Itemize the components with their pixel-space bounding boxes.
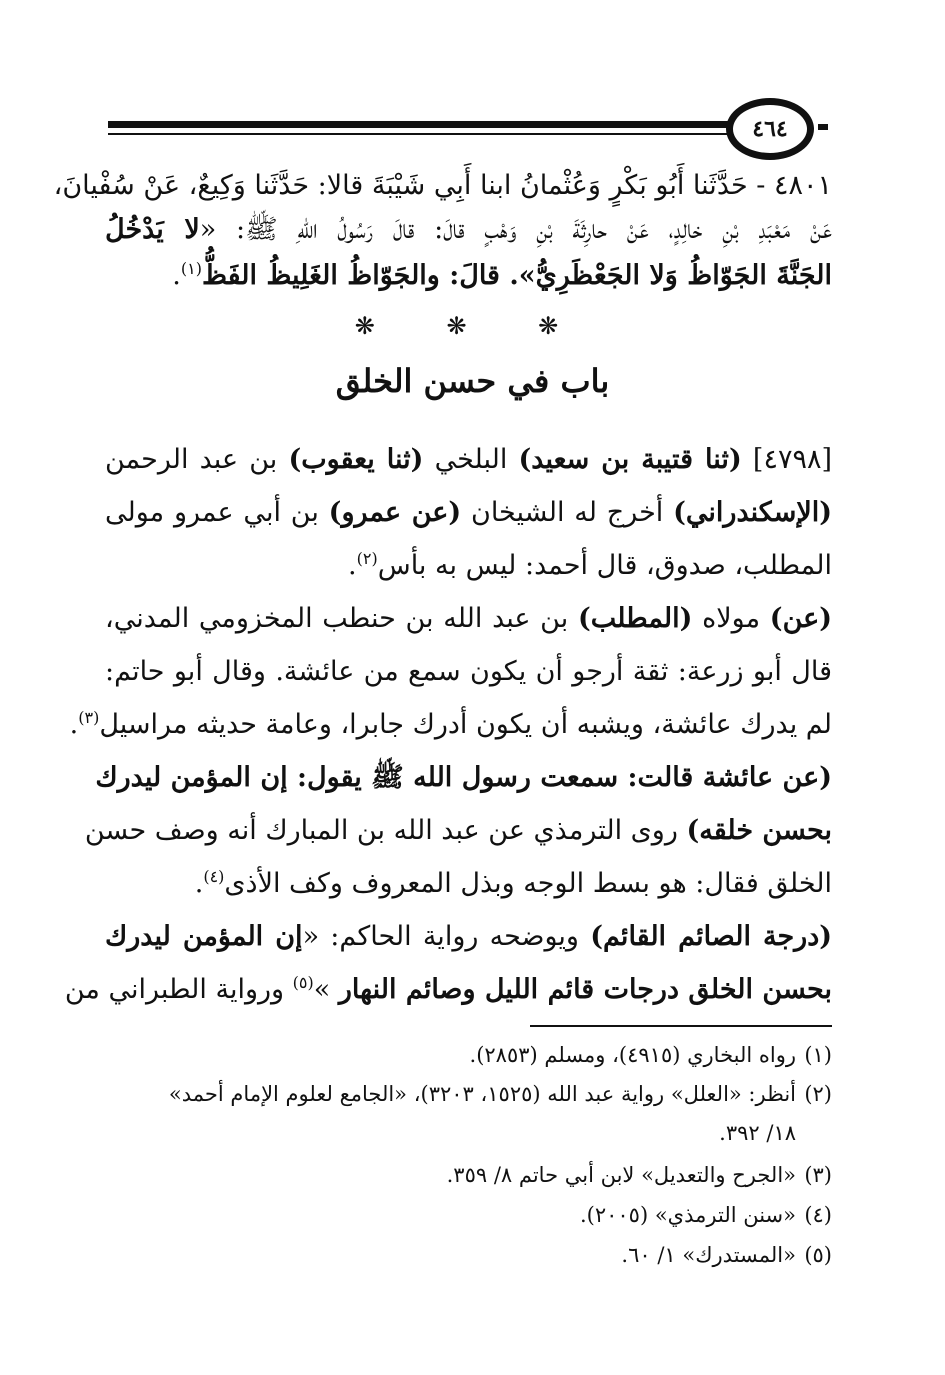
commentary-text: روى الترمذي عن عبد الله بن المبارك أنه وصف حسن [84,815,687,846]
footnote-item [105,1158,832,1192]
commentary-text: المطلب، صدوق، قال أحمد: ليس به بأس [377,550,832,581]
commentary-line [105,599,832,639]
isnad-bold: (الإسكندراني) [673,497,833,528]
hadith-text: عَنْ مَعْبَدِ بْنِ خالِدٍ، عَنْ حارِثَةَ بْنِ وَهْبٍ قالَ: قالَ رَسُولُ اللهِ ﷺ: « [199,214,832,245]
footnote-text: ١٨/ ٣٩٢. [719,1121,796,1145]
hadith-text: ٤٨٠١ - حَدَّثَنا أَبُو بَكْرٍ وَعُثْمانُ ابنا أَبِي شَيْبَةَ قالا: حَدَّثَنا وَكِيعٌ، عَنْ سُفْيانَ، [53,170,832,201]
hadith-line-1 [53,166,832,206]
commentary-text: مولاه [692,603,770,634]
hadith-number: [٤٧٩٨] [741,444,832,475]
footnote-item [105,1238,832,1272]
footnote-ref[interactable]: (١) [180,259,202,278]
commentary-line [105,493,832,533]
commentary-line [105,864,832,904]
commentary-text: بن أبي عمرو مولى [105,497,329,528]
commentary-text: بن عبد الله بن حنطب المخزومي المدني، [105,603,578,634]
punctuation: . [69,709,79,740]
footnote-text: «الجرح والتعديل» لابن أبي حاتم ٨/ ٣٥٩. [446,1163,796,1187]
hadith-line-3 [105,256,832,296]
commentary-text: الخلق فقال: هو بسط الوجه وبذل المعروف وكف الأذى [224,868,832,899]
punctuation: » [313,974,339,1005]
footnote-number: (٥) [804,1243,832,1267]
punctuation: . [348,550,357,581]
commentary-line [84,811,832,851]
footnote-item-continued [105,1116,832,1150]
commentary-text: لم يدرك عائشة، ويشبه أن يكون أدرك جابرا، وعامة حديثه مراسيل [99,709,832,740]
isnad-bold: (درجة الصائم القائم) [590,921,832,952]
chapter-title: باب في حسن الخلق [335,362,610,400]
commentary-line [105,917,832,957]
header-rule-end [818,124,828,130]
footnote-number: (١) [804,1043,832,1067]
footnote-text: رواه البخاري (٤٩١٥)، ومسلم (٢٨٥٣). [469,1043,796,1067]
commentary-text: ورواية الطبراني من [64,974,293,1005]
footnote-ref[interactable]: (٢) [356,549,378,568]
header-rule-thin [108,133,730,135]
commentary-text: قال أبو زرعة: ثقة أرجو أن يكون سمع من عائشة. وقال أبو حاتم: [105,656,832,687]
footnote-text: أنظر: «العلل» رواية عبد الله (١٥٢٥، ٣٢٠٣)، «الجامع لعلوم الإمام أحمد» [168,1082,796,1106]
hadith-matn: لا يَدْخُلُ [105,214,200,245]
footnote-item [105,1038,832,1072]
isnad-bold: (ثنا يعقوب) [288,444,424,475]
isnad-bold: (عن) [769,603,833,634]
isnad-bold: (ثنا قتيبة بن سعيد) [518,444,742,475]
isnad-bold: بحسن خلقه) [686,815,832,846]
punctuation: . [172,260,181,291]
footnote-item [105,1077,832,1111]
footnote-text: «سنن الترمذي» (٢٠٠٥). [579,1203,796,1227]
commentary-line [105,440,832,480]
commentary-line [69,705,832,745]
isnad-bold: (المطلب) [577,603,693,634]
commentary-line [64,970,832,1010]
hadith-line-2 [105,210,832,250]
footnote-ref[interactable]: (٤) [203,867,225,886]
commentary-text: بن عبد الرحمن [105,444,289,475]
hadith-text: ». قالَ: والجَوّاظُ الغَلِيظُ الفَظُّ [201,260,536,291]
header-rule [108,121,730,128]
footnote-ref[interactable]: (٥) [292,973,314,992]
footnote-item [105,1198,832,1232]
footnote-ref[interactable]: (٣) [78,708,100,727]
footnote-number: (٢) [804,1082,832,1106]
footnote-separator [530,1025,832,1027]
isnad-bold: بحسن الخلق درجات قائم الليل وصائم النهار [338,974,832,1005]
commentary-line [105,546,832,586]
footnote-text: «المستدرك» ١/ ٦٠. [621,1243,796,1267]
section-separator: ❋ ❋ ❋ [354,312,591,340]
page-number: ٤٦٤ [726,98,814,160]
commentary-text: ويوضحه رواية الحاكم: « [302,921,591,952]
commentary-line [95,758,832,798]
commentary-text: أخرج له الشيخان [461,497,674,528]
isnad-bold: (عن عمرو) [328,497,462,528]
isnad-bold: إن المؤمن ليدرك [105,921,303,952]
hadith-matn: الجَنَّةَ الجَوّاظُ وَلا الجَعْظَرِيُّ [535,260,832,291]
isnad-bold: (عن عائشة قالت: سمعت رسول الله ﷺ يقول: إن المؤمن ليدرك [95,762,832,793]
commentary-line [105,652,832,692]
footnote-number: (٣) [804,1163,832,1187]
commentary-text: البلخي [423,444,519,475]
punctuation: . [194,868,204,899]
footnote-number: (٤) [804,1203,832,1227]
